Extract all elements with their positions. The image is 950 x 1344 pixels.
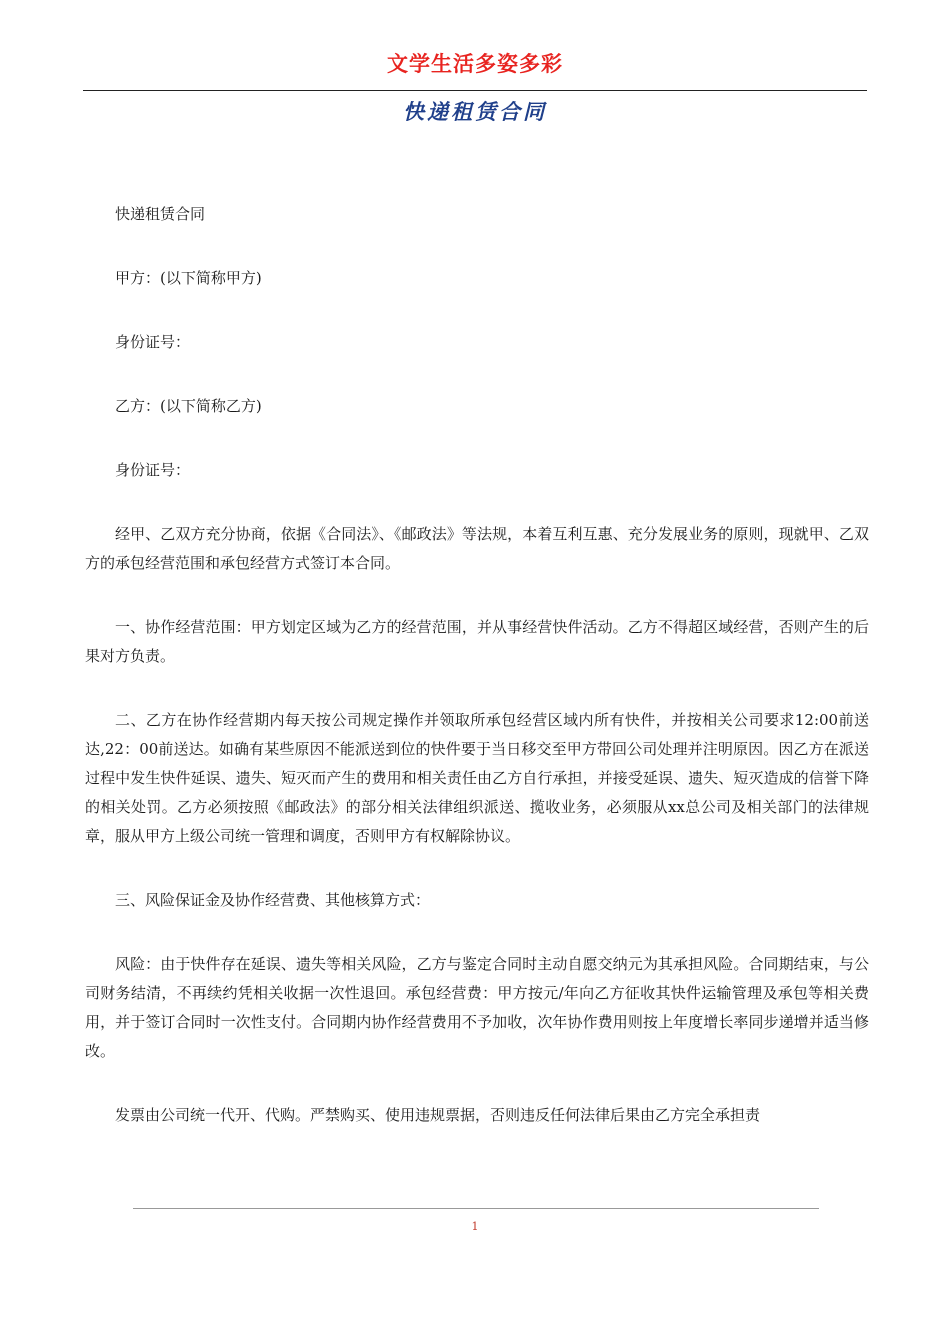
preamble-paragraph: 经甲、乙双方充分协商，依据《合同法》、《邮政法》等法规，本着互利互惠、充分发展业务的原则，现就甲、乙双方的承包经营范围和承包经营方式签订本合同。 bbox=[85, 525, 869, 572]
page-number: 1 bbox=[471, 1220, 479, 1233]
site-name-header: 文学生活多姿多彩 bbox=[387, 52, 563, 76]
party-a-id-line: 身份证号： bbox=[115, 333, 191, 351]
invoice-paragraph: 发票由公司统一代开、代购。严禁购买、使用违规票据，否则违反任何法律后果由乙方完全承担责 bbox=[115, 1106, 761, 1124]
clause-3-heading: 三、风险保证金及协作经营费、其他核算方式： bbox=[115, 891, 431, 909]
party-b-id-line: 身份证号： bbox=[115, 461, 191, 479]
footer-divider bbox=[133, 1208, 819, 1209]
party-b-line: 乙方：(以下简称乙方) bbox=[115, 397, 262, 415]
clause-2-paragraph: 二、乙方在协作经营期内每天按公司规定操作并领取所承包经营区域内所有快件，并按相关公司要求12:00前送达,22：00前送达。如确有某些原因不能派送到位的快件要于当日移交至甲方带回公司处理并注明原因。因乙方在派送过程中发生快件延误、遗失、短灭而产生的费用和相关责任由乙方自行承担，并接受延误、遗失、短灭造成的信誉下降的相关处罚。乙方必须按照《邮政法》的部分相关法律组织派送、揽收业务，必须服从xx总公司及相关部门的法律规章，服从甲方上级公司统一管理和调度，否则甲方有权解除协议。 bbox=[85, 711, 869, 845]
clause-1-paragraph: 一、协作经营范围：甲方划定区域为乙方的经营范围，并从事经营快件活动。乙方不得超区域经营，否则产生的后果对方负责。 bbox=[85, 618, 869, 665]
document-title: 快递租赁合同 bbox=[403, 99, 547, 124]
contract-name-line: 快递租赁合同 bbox=[115, 205, 206, 223]
party-a-line: 甲方：(以下简称甲方) bbox=[115, 269, 262, 287]
risk-fee-paragraph: 风险：由于快件存在延误、遗失等相关风险，乙方与鉴定合同时主动自愿交纳元为其承担风险。合同期结束，与公司财务结清，不再续约凭相关收据一次性退回。承包经营费：甲方按元/年向乙方征收其快件运输管理及承包等相关费用，并于签订合同时一次性支付。合同期内协作经营费用不予加收，次年协作费用则按上年度增长率同步递增并适当修改。 bbox=[85, 955, 869, 1060]
document-body bbox=[85, 200, 869, 1165]
header-divider bbox=[83, 90, 867, 91]
